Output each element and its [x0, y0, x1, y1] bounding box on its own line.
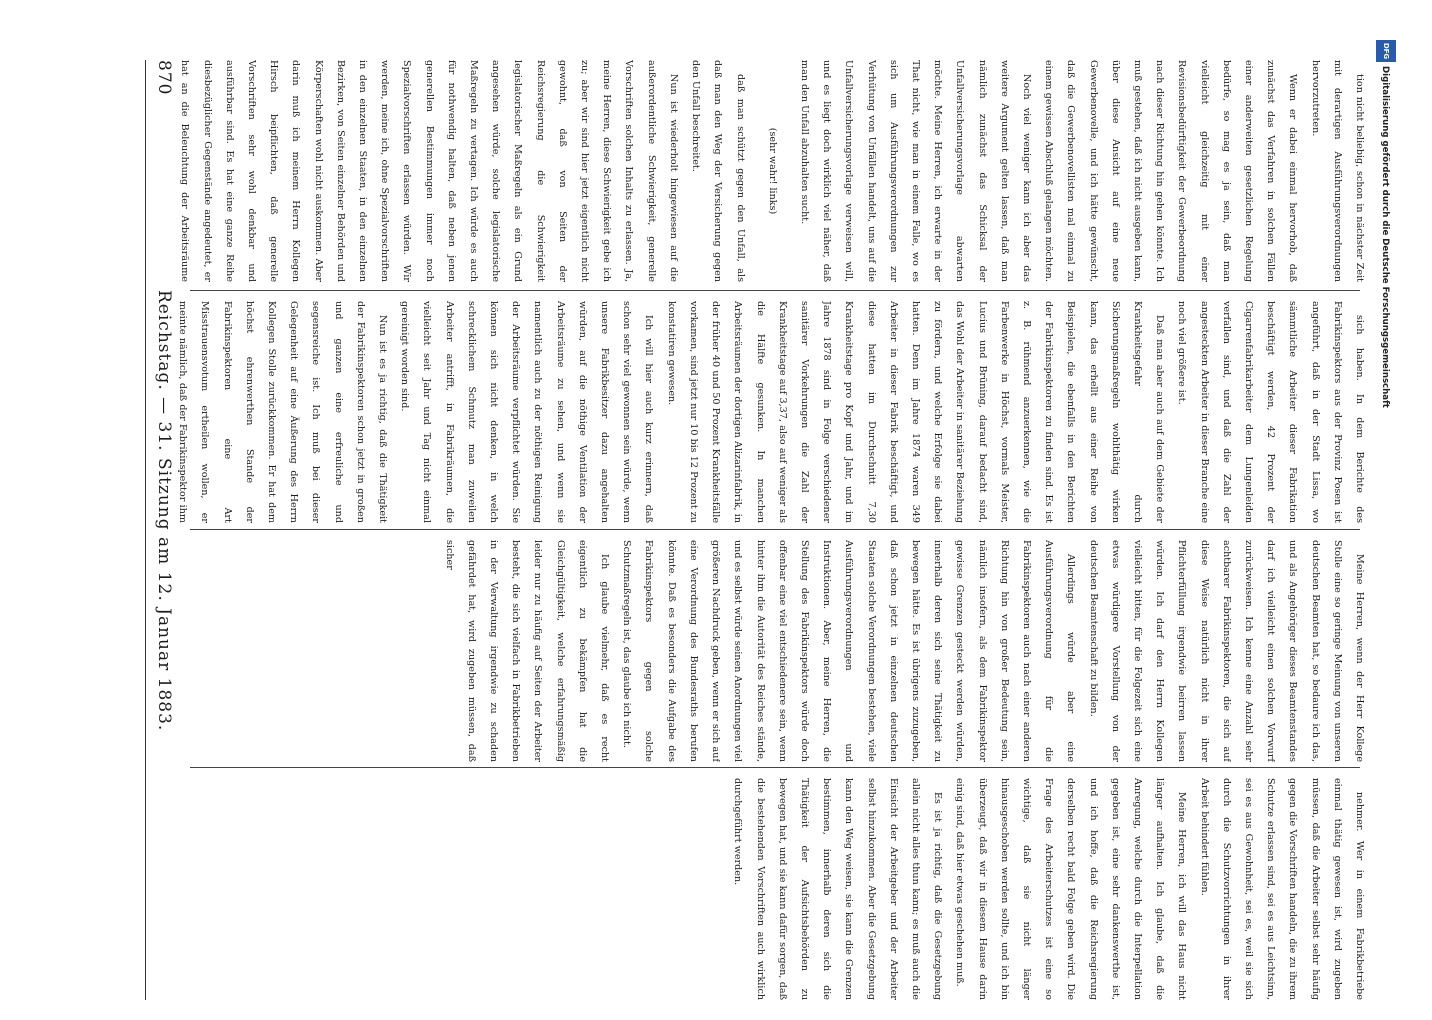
interjection: (sehr wahr! links): [766, 127, 778, 215]
paragraph: Ich glaube vielmehr, daß es recht eigentlich zu bekämpfen hat die Gleichgültigkeit, welche erfahrungsmäßig leider nur zu häufig auf Seiten der Arbeiter besteht, die sich vielfach in Fabrikbetrieben in der Verwaltung irgendwie zu schaden gefährdet hat, wird zugeben müssen, daß sicher: [443, 540, 611, 762]
paragraph: Meine Herren, wenn der Herr Kollege Stolle eine so geringe Meinung von unseren deutschen Beamten hat, so bedaure ich das, und als Angehöriger dieses Beamtenstandes darf ich vielleicht einen solchen Vorwurf zurückweisen. Ich kenne eine Anzahl sehr achtbarer Fabrikinspektoren, die sich auf diese Weise natürlich nicht in ihrer Pflichterfüllung irgendwie beirren lassen würden. Ich darf den Herrn Kollegen vielleicht bitten, für die Folgezeit sich eine etwas würdigere Vorstellung von der deutschen Beamtenschaft zu bilden.: [1087, 540, 1365, 762]
digitization-credit: Digitalisierung gefördert durch die Deutsche Forschungsgemeinschaft: [1380, 66, 1390, 408]
paragraph: Daß man aber auch auf dem Gebiete der Krankheitsgefahr durch Sicherungsmaßregeln wohlthätig wirken kann, das erhellt aus einer Reihe von Beispielen, die ebenfalls in den Berichten der Fabrikinspektoren zu finden sind. Es ist z. B. rühmend anzuerkennen, wie die Farbenwerke in Höchst, vormals Meister, Lucius und Brüning, darauf bedacht sind, das Wohl der Arbeiter in sanitärer Beziehung zu fördern, und welche Erfolge sie dabei hatten. Denn im Jahre 1874 waren 349 Arbeiter in dieser Fabrik beschäftigt, und diese hatten im Durchschnitt 7,30 Krankheitstage pro Kopf und Jahr, und im Jahre 1878 sind in Folge verschiedener sanitärer Vorkehrungen die Zahl der Krankheitstage auf 3,37, also auf weniger als die Hälfte gesunken. In manchen Arbeitsräumen der dortigen Alizarinfabrik, in der früher 40 und 50 Prozent Krankheitsfälle vorkamen, sind jetzt nur 10 bis 12 Prozent zu konstatiren gewesen.: [665, 301, 1166, 523]
page-number: 870: [154, 60, 174, 96]
paragraph: Allerdings würde aber eine Ausführungsverordnung für die Fabrikinspektoren auch nach einer anderen Richtung hin von großer Bedeutung sein, nämlich insofern, als dem Fabrikinspektor gewisse Grenzen gesteckt werden würden, innerhalb deren sich seine Thätigkeit zu bewegen hätte. Es ist übrigens zuzugeben, daß schon jetzt in einzelnen deutschen Staaten solche Verordnungen bestehen, viele Ausführungsverordnungen und Instruktionen. Aber, meine Herren, die Stellung des Fabrikinspektors würde doch offenbar eine viel entschiedenere sein, wenn hinter ihm die Autorität des Reiches stände, und es selbst würde seinen Anordnungen viel größeren Nachdruck geben, wenn er sich auf eine Verordnung des Bundesraths berufen könnte. Daß es besonders die Aufgabe des Fabrikinspektors gegen solche Schutzmaßregeln ist, das glaube ich nicht.: [621, 540, 1077, 762]
header-rule: [145, 60, 146, 1000]
paragraph: sich haben. In dem Berichte des Fabrikinspektors aus der Provinz Posen ist angeführt, daß in der Stadt Lissa, wo sämmtliche Arbeiter dieser Fabrikation beschäftigt werden, 42 Prozent der Cigarrenfabrikarbeiter dem Lungenleiden verfallen sind, und daß die Zahl der angesteckten Arbeiter in dieser Branche eine noch viel größere ist.: [1176, 301, 1365, 523]
paragraph: Noch viel weniger kann ich aber das weitere Argument gelten lassen, daß man nämlich zunächst das Schicksal der Unfallversicherungsvorlage abwarten möchte. Meine Herren, ich erwarte in der That nicht, wie man in einem Falle, wo es sich um Ausführungsverordnungen zur Verhütung von Unfällen handelt, uns auf die Unfallversicherungsvorlage verweisen will, und es liegt doch wirklich viel näher, daß man den Unfall abzuhalten sucht.: [798, 60, 1032, 282]
paragraph: tion nicht beliebig, schon in nächster Zeit mit derartigen Ausführungsverordnungen hervorzutreten.: [1309, 60, 1365, 282]
text-column-3: [170, 540, 1370, 762]
paragraph: Nun ist es ja richtig, daß die Thätigkeit der Fabrikinspektoren schon jetzt in großen und ganzen eine erfreuliche und segensreiche ist. Ich muß bei dieser Gelegenheit auf eine Äußerung des Herrn Kollegen Stolle zurückkommen. Er hat dem höchst ehrenwerthen Stande der Fabrikinspektoren eine Art Misstrauensvotum ertheilen wollen, er meinte nämlich, daß der Fabrikinspektor ihm: [177, 301, 389, 523]
paragraph: daß man schützt gegen den Unfall, als daß man den Weg der Versicherung gegen den Unfall beschreitet.: [690, 60, 746, 282]
text-column-4: [170, 778, 1370, 1000]
paragraph: Meine Herren, ich will das Haus nicht länger aufhalten. Ich glaube, daß die Anregung, welche durch die Interpellation gegeben ist, eine sehr dankenswerthe ist, und ich hoffe, daß die Reichsregierung derselben recht bald Folge geben wird. Die Frage des Arbeiterschutzes ist eine so wichtige, daß sie nicht länger hinausgeschoben werden sollte, und ich bin überzeugt, daß wir in diesem Hause darin einig sind, daß hier etwas geschehen muß.: [954, 778, 1188, 1000]
paragraph: Nun ist wiederholt hingewiesen auf die außerordentliche Schwierigkeit, generelle Vorschriften solchen Inhalts zu erlassen. Ja, meine Herren, diese Schwierigkeit gebe ich zu; aber wir sind hier jetzt eigentlich nicht gewohnt, daß von Seiten der Reichsregierung die Schwierigkeit legislatorischer Maßregeln als ein Grund angesehen würde, solche legislatorische Maßregeln zu vertagen. Ich würde es auch für nothwendig halten, daß neben jenen generellen Bestimmungen immer noch Spezialvorschriften erlassen würden. Wir werden, meine ich, ohne Spezialvorschriften in den einzelnen Staaten, in den einzelnen Bezirken, von Seiten einzelner Behörden und Körperschaften wohl nicht auskommen. Aber darin muß ich meinem Herrn Kollegen Hirsch beipflichten, daß generelle Vorschriften sehr wohl denkbar und ausführbar sind. Es hat eine ganze Reihe diesbezüglicher Gegenstände angedeutet, er hat an die Beleuchtung der Arbeitsräume: [179, 60, 679, 282]
text-column-1: [170, 60, 1370, 282]
paragraph: Es ist ja richtig, daß die Gesetzgebung allein nicht alles thun kann; es muß auch die Einsicht der Arbeitgeber und der Arbeiter selbst hinzukommen. Aber die Gesetzgebung kann den Weg weisen, sie kann die Grenzen bestimmen, innerhalb deren sich die Thätigkeit der Aufsichtsbehörden zu bewegen hat, und sie kann dafür sorgen, daß die bestehenden Vorschriften auch wirklich durchgeführt werden.: [732, 778, 944, 1000]
column-divider: [190, 529, 1360, 530]
digitization-footer: [1374, 40, 1396, 1000]
paragraph: Wenn er dabei einmal hervorhob, daß zunächst das Verfahren in solchen Fällen einer anderweiten gesetzlichen Regelung bedürfe, so mag es ja sein, daß man vielleicht gleichzeitig mit einer Revisionsbedürftigkeit der Gewerbeordnung nach dieser Richtung hin gehen könnte. Ich muß gestehen, daß ich nicht ausgeben kann, über diese Ansicht auf eine neue Gewerbenovelle, und ich hätte gewünscht, daß die Gewerbenovellisten mal einmal zu einem gewissen Abschluß gelangen möchten.: [1043, 60, 1299, 282]
running-title: Reichstag. — 31. Sitzung am 12. Januar 1883.: [154, 290, 174, 732]
column-divider: [190, 290, 1360, 291]
paragraph: Ich will hier auch kurz erinnern, daß schon sehr viel gewonnen sein würde, wenn unsere Fabrikbesitzer dazu angehalten würden, auf die nöthige Ventilation der Arbeitsräume zu sehen, und wenn sie namentlich auch zu der nöthigen Reinigung der Arbeitsräume verpflichtet würden. Sie können sich nicht denken, in welch schrecklichem Schmutz man zuweilen Arbeiter antrifft, in Fabrikräumen, die vielleicht seit Jahr und Tag nicht einmal gereinigt worden sind.: [399, 301, 655, 523]
text-column-2: [170, 301, 1370, 523]
paragraph: nehmer. Wer in einem Fabrikbetriebe einmal thätig gewesen ist, wird zugeben müssen, daß die Arbeiter selbst sehr häufig gegen die Vorschriften handeln, die zu ihrem Schutze erlassen sind, sei es aus Leichtsinn, sei es aus Gewohnheit, sei es, weil sie sich durch die Schutzvorrichtungen in ihrer Arbeit behindert fühlen.: [1198, 778, 1365, 1000]
dfg-logo-icon: DFG: [1376, 40, 1396, 62]
column-divider: [190, 767, 1360, 768]
